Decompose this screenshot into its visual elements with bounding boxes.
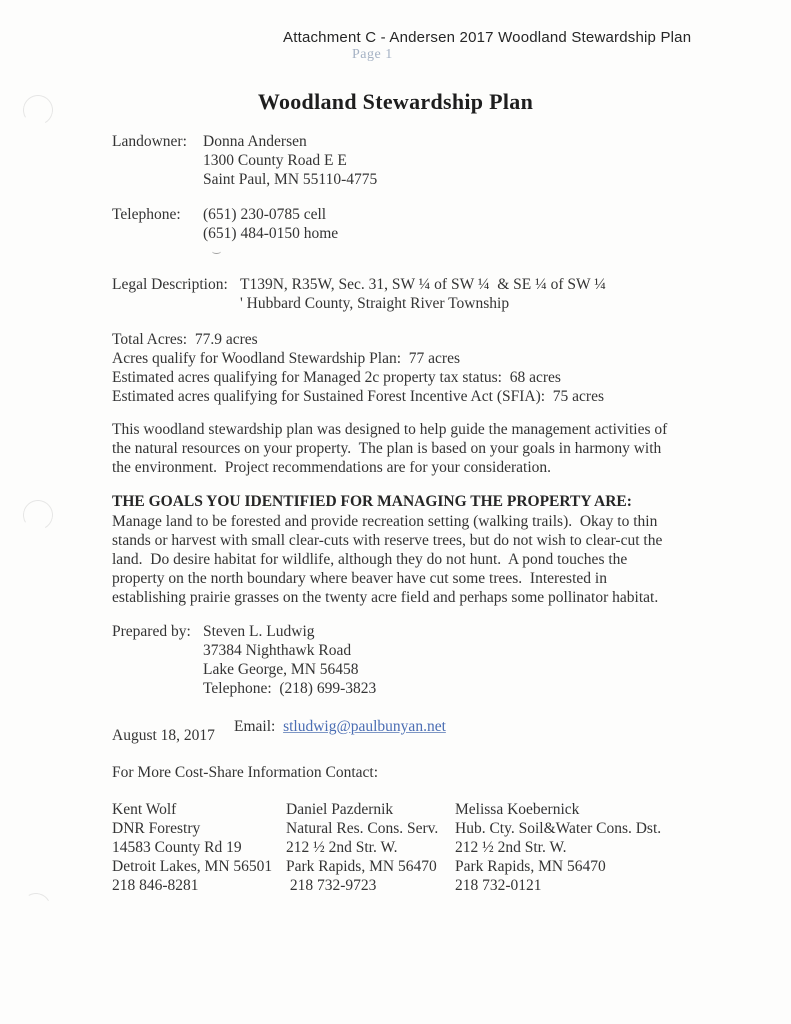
acres-managed-2c: Estimated acres qualifying for Managed 2c property tax status: 68 acres: [112, 369, 561, 386]
landowner-label: Landowner:: [112, 133, 187, 150]
contact-melissa-koebernick: [455, 800, 661, 895]
contact-phone: 218 846-8281: [112, 877, 199, 894]
contact-org: Natural Res. Cons. Serv.: [286, 820, 439, 837]
acres-qualify-wsp: Acres qualify for Woodland Stewardship Plan: 77 acres: [112, 350, 460, 367]
hole-punch-artifact-bottom: [18, 890, 55, 927]
goals-paragraph: [112, 512, 662, 607]
intro-paragraph: [112, 420, 667, 477]
document-title: Woodland Stewardship Plan: [257, 89, 534, 114]
acres-sfia: Estimated acres qualifying for Sustained Forest Incentive Act (SFIA): 75 acres: [112, 388, 604, 405]
contact-phone: 218 732-9723: [286, 877, 377, 894]
contact-name: Daniel Pazdernik: [286, 801, 394, 818]
preparer-city: Lake George, MN 56458: [203, 661, 359, 678]
telephone-label: Telephone:: [112, 206, 181, 223]
intro-line: This woodland stewardship plan was designed to help guide the management activities of: [112, 421, 668, 438]
intro-line: the environment. Project recommendations are for your consideration.: [112, 459, 552, 476]
scan-squiggle-artifact: [212, 249, 221, 254]
legal-description-label: Legal Description:: [112, 276, 228, 293]
contact-street: 14583 County Rd 19: [112, 839, 242, 856]
page-number-label: Page 1: [352, 47, 393, 62]
hole-punch-artifact-middle: [20, 497, 57, 534]
legal-description-line2: ' Hubbard County, Straight River Township: [240, 295, 510, 312]
goals-line: land. Do desire habitat for wildlife, although they do not hunt. A pond touches the: [112, 551, 628, 568]
contact-name: Kent Wolf: [112, 801, 177, 818]
contact-daniel-pazdernik: [286, 800, 438, 895]
preparer-street: 37384 Nighthawk Road: [203, 642, 352, 659]
legal-description-line1: T139N, R35W, Sec. 31, SW ¼ of SW ¼ & SE ¼ of SW ¼: [240, 276, 606, 293]
goals-line: Manage land to be forested and provide recreation setting (walking trails). Okay to thin: [112, 513, 658, 530]
goals-heading: THE GOALS YOU IDENTIFIED FOR MANAGING THE PROPERTY ARE:: [112, 493, 632, 510]
contact-city: Park Rapids, MN 56470: [455, 858, 606, 875]
acres-summary: [112, 330, 604, 406]
prepared-by-value: [203, 622, 446, 755]
intro-line: the natural resources on your property. The plan is based on your goals in harmony with: [112, 440, 662, 457]
telephone-value: [203, 205, 338, 243]
landowner-street: 1300 County Road E E: [203, 152, 347, 169]
goals-line: establishing prairie grasses on the twenty acre field and perhaps some pollinator habitat.: [112, 589, 659, 606]
contact-org: DNR Forestry: [112, 820, 201, 837]
telephone-cell: (651) 230-0785 cell: [203, 206, 327, 223]
landowner-city: Saint Paul, MN 55110-4775: [203, 171, 378, 188]
prepared-by-label: Prepared by:: [112, 623, 191, 640]
preparer-phone: Telephone: (218) 699-3823: [203, 680, 377, 697]
contact-phone: 218 732-0121: [455, 877, 542, 894]
contact-city: Detroit Lakes, MN 56501: [112, 858, 273, 875]
contact-name: Melissa Koebernick: [455, 801, 580, 818]
email-link[interactable]: stludwig@paulbunyan.net: [283, 718, 446, 735]
email-label: Email:: [234, 718, 284, 735]
contact-street: 212 ½ 2nd Str. W.: [286, 839, 398, 856]
landowner-name: Donna Andersen: [203, 133, 307, 150]
goals-line: stands or harvest with small clear-cuts with reserve trees, but do not wish to clear-cut the: [112, 532, 663, 549]
contact-street: 212 ½ 2nd Str. W.: [455, 839, 567, 856]
document-date: August 18, 2017: [112, 727, 215, 744]
contact-city: Park Rapids, MN 56470: [286, 858, 437, 875]
preparer-email-line: [203, 698, 446, 755]
total-acres: Total Acres: 77.9 acres: [112, 331, 258, 348]
contact-org: Hub. Cty. Soil&Water Cons. Dst.: [455, 820, 662, 837]
landowner-value: [203, 132, 377, 189]
contact-kent-wolf: [112, 800, 272, 895]
cost-share-heading: For More Cost-Share Information Contact:: [112, 764, 379, 781]
preparer-name: Steven L. Ludwig: [203, 623, 315, 640]
telephone-home: (651) 484-0150 home: [203, 225, 339, 242]
attachment-header: Attachment C - Andersen 2017 Woodland Stewardship Plan: [283, 29, 692, 46]
goals-line: property on the north boundary where beaver have cut some trees. Interested in: [112, 570, 607, 587]
legal-description-value: [240, 275, 606, 313]
